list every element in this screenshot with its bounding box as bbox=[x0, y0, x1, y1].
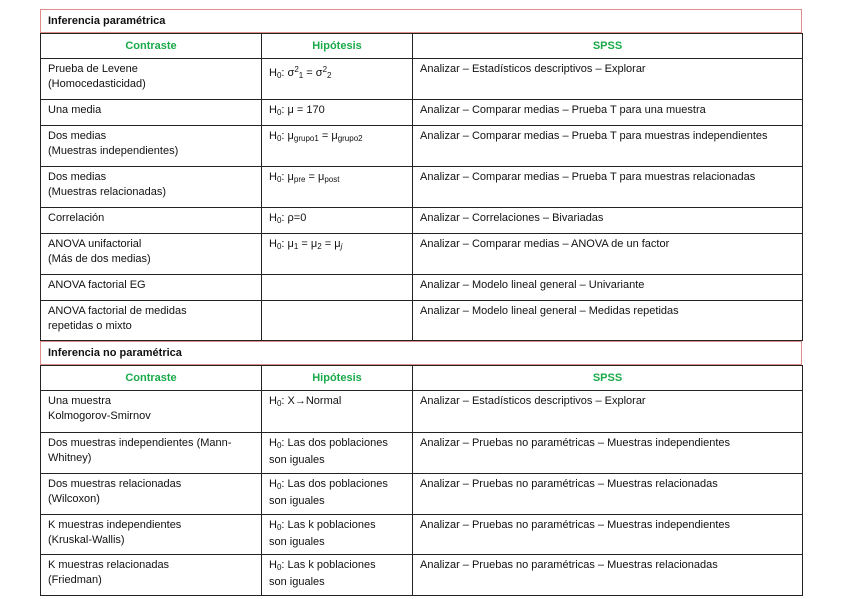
hipotesis-cell bbox=[262, 275, 413, 301]
spss-cell: Analizar – Pruebas no paramétricas – Muestras relacionadas bbox=[413, 474, 803, 515]
spss-cell: Analizar – Estadísticos descriptivos – Explorar bbox=[413, 391, 803, 433]
contraste-cell: Dos medias (Muestras independientes) bbox=[41, 126, 262, 167]
table-row bbox=[41, 167, 803, 208]
table-row bbox=[41, 234, 803, 275]
header-hipotesis: Hipótesis bbox=[262, 34, 413, 59]
header-contraste: Contraste bbox=[41, 34, 262, 59]
nonparametric-table bbox=[40, 365, 803, 596]
table-row bbox=[41, 59, 803, 100]
contraste-cell: K muestras independientes (Kruskal-Wallis) bbox=[41, 515, 262, 555]
spss-cell: Analizar – Estadísticos descriptivos – Explorar bbox=[413, 59, 803, 100]
table-row bbox=[41, 100, 803, 126]
section-title-parametric: Inferencia paramétrica bbox=[40, 9, 802, 33]
hipotesis-cell: $H_0$: $\mu_{grupo1} = \mu_{grupo2}$ bbox=[262, 126, 413, 167]
contraste-cell: K muestras relacionadas (Friedman) bbox=[41, 555, 262, 596]
spss-cell: Analizar – Comparar medias – Prueba T para muestras independientes bbox=[413, 126, 803, 167]
spss-cell: Analizar – Pruebas no paramétricas – Muestras independientes bbox=[413, 515, 803, 555]
table-row bbox=[41, 555, 803, 596]
section-title-nonparametric: Inferencia no paramétrica bbox=[40, 341, 802, 365]
hipotesis-cell: $H_0$: Las dos poblaciones son iguales bbox=[262, 433, 413, 474]
table-row bbox=[41, 126, 803, 167]
hipotesis-cell bbox=[262, 301, 413, 341]
hipotesis-cell: $H_0$: $\mu_1 = \mu_2 = \mu j$ bbox=[262, 234, 413, 275]
spss-cell: Analizar – Comparar medias – Prueba T para muestras relacionadas bbox=[413, 167, 803, 208]
contraste-cell: Una muestra Kolmogorov-Smirnov bbox=[41, 391, 262, 433]
parametric-table bbox=[40, 33, 803, 341]
hipotesis-cell: $H_0$: μ = 170 bbox=[262, 100, 413, 126]
table-header-row bbox=[41, 366, 803, 391]
table-row bbox=[41, 275, 803, 301]
hipotesis-cell: $H_0$: X→Normal bbox=[262, 391, 413, 433]
table-row bbox=[41, 208, 803, 234]
contraste-cell: Dos medias (Muestras relacionadas) bbox=[41, 167, 262, 208]
contraste-cell: Correlación bbox=[41, 208, 262, 234]
contraste-cell: Prueba de Levene (Homocedasticidad) bbox=[41, 59, 262, 100]
hipotesis-cell: $H_0$: $\sigma^2_1 = \sigma^2_2$ bbox=[262, 59, 413, 100]
hipotesis-cell: $H_0$: Las k poblaciones son iguales bbox=[262, 515, 413, 555]
spss-cell: Analizar – Modelo lineal general – Medidas repetidas bbox=[413, 301, 803, 341]
spss-cell: Analizar – Pruebas no paramétricas – Muestras relacionadas bbox=[413, 555, 803, 596]
hipotesis-cell: $H_0$: ρ=0 bbox=[262, 208, 413, 234]
contraste-cell: Dos muestras independientes (Mann- Whitney) bbox=[41, 433, 262, 474]
table-header-row bbox=[41, 34, 803, 59]
header-spss: SPSS bbox=[413, 34, 803, 59]
table-row bbox=[41, 301, 803, 341]
hipotesis-cell: $H_0$: $\mu_{pre} = \mu_{post}$ bbox=[262, 167, 413, 208]
spss-cell: Analizar – Comparar medias – Prueba T para una muestra bbox=[413, 100, 803, 126]
document bbox=[40, 9, 802, 596]
contraste-cell: ANOVA factorial de medidas repetidas o mixto bbox=[41, 301, 262, 341]
table-row bbox=[41, 474, 803, 515]
spss-cell: Analizar – Modelo lineal general – Univariante bbox=[413, 275, 803, 301]
spss-cell: Analizar – Comparar medias – ANOVA de un factor bbox=[413, 234, 803, 275]
header-spss: SPSS bbox=[413, 366, 803, 391]
table-row bbox=[41, 515, 803, 555]
table-row bbox=[41, 391, 803, 433]
hipotesis-cell: $H_0$: Las k poblaciones son iguales bbox=[262, 555, 413, 596]
header-hipotesis: Hipótesis bbox=[262, 366, 413, 391]
contraste-cell: Una media bbox=[41, 100, 262, 126]
spss-cell: Analizar – Pruebas no paramétricas – Muestras independientes bbox=[413, 433, 803, 474]
contraste-cell: ANOVA unifactorial (Más de dos medias) bbox=[41, 234, 262, 275]
contraste-cell: ANOVA factorial EG bbox=[41, 275, 262, 301]
table-row bbox=[41, 433, 803, 474]
hipotesis-cell: $H_0$: Las dos poblaciones son iguales bbox=[262, 474, 413, 515]
header-contraste: Contraste bbox=[41, 366, 262, 391]
contraste-cell: Dos muestras relacionadas (Wilcoxon) bbox=[41, 474, 262, 515]
spss-cell: Analizar – Correlaciones – Bivariadas bbox=[413, 208, 803, 234]
